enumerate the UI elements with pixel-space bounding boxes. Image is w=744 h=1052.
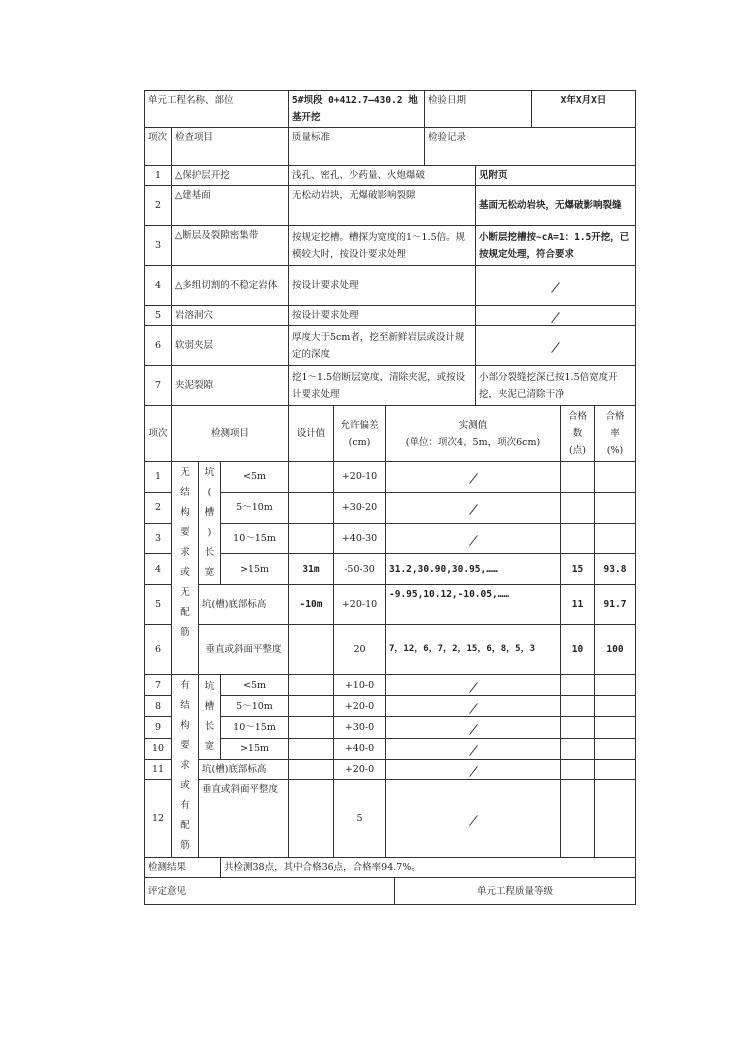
- m-row-no: 6: [145, 625, 172, 675]
- m-row-rate: 100: [595, 625, 636, 675]
- m-row-design: 31m: [289, 554, 334, 585]
- m-row-no: 11: [145, 759, 172, 779]
- row-standard: 按规定挖槽。槽探为宽度的1～1.5倍。规模较大时，按设计要求处理: [289, 226, 476, 266]
- m-row-no: 2: [145, 492, 172, 523]
- m-row-sub: >15m: [221, 738, 289, 759]
- inspect-date-label: 检验日期: [425, 91, 532, 128]
- allow-label: 允许偏差: [340, 419, 379, 431]
- row-no: 7: [145, 366, 172, 406]
- m-row-allow: +40-0: [334, 738, 386, 759]
- pit-size-label-a: 坑 ( 槽 ) 长 宽: [199, 462, 221, 585]
- m-row-actual: [386, 675, 561, 696]
- m-row-sub: 10～15m: [221, 523, 289, 554]
- m-row-design: [289, 696, 334, 717]
- group-a-label: 无 结 构 要 求 或 无 配 筋: [172, 462, 199, 675]
- row-no: 1: [145, 166, 172, 186]
- row-record: 基面无松动岩块，无爆破影响裂缝: [476, 186, 636, 226]
- quality-row: [145, 326, 636, 366]
- row-no: 5: [145, 306, 172, 326]
- m-row-pass: [561, 738, 595, 759]
- m-row-pass: 15: [561, 554, 595, 585]
- m-row-design: [289, 462, 334, 493]
- m-row-pass: 11: [561, 585, 595, 625]
- m-row-pass: [561, 675, 595, 696]
- col-no: 项次: [145, 128, 172, 166]
- measure-row: [145, 759, 636, 779]
- m-row-no: 10: [145, 738, 172, 759]
- m-row-actual: [386, 523, 561, 554]
- m-row-actual: [386, 717, 561, 738]
- not-applicable-slash: [469, 724, 478, 735]
- m-row-design: [289, 717, 334, 738]
- col-record: 检验记录: [425, 128, 636, 166]
- measure-row: [145, 780, 636, 858]
- m-row-sub: 5～10m: [221, 696, 289, 717]
- m-row-rate: [595, 717, 636, 738]
- not-applicable-slash: [469, 682, 478, 693]
- m-row-actual: [386, 738, 561, 759]
- m-row-actual: 31.2,30.90,30.95,……: [386, 554, 561, 585]
- not-applicable-slash: [551, 312, 560, 323]
- m-col-item: 检测项目: [172, 406, 289, 462]
- unit-name-label: 单元工程名称、部位: [145, 91, 289, 128]
- allow-unit: (cm): [348, 436, 371, 448]
- grade-label: 单元工程质量等级: [395, 878, 636, 905]
- opinion-label: 评定意见: [145, 878, 395, 905]
- row-item: 夹泥裂隙: [172, 366, 289, 406]
- row-standard: 浅孔、密孔、少药量、火炮爆破: [289, 166, 476, 186]
- m-row-no: 9: [145, 717, 172, 738]
- rate-label-3: (%): [606, 445, 624, 456]
- measure-table: [144, 405, 636, 858]
- footer-table: [144, 857, 636, 905]
- m-row-actual: [386, 492, 561, 523]
- m-row-design: [289, 738, 334, 759]
- row-standard: 按设计要求处理: [289, 266, 476, 306]
- row-item: △断层及裂隙密集带: [172, 226, 289, 266]
- m-row-allow: +40-30: [334, 523, 386, 554]
- row-no: 6: [145, 326, 172, 366]
- not-applicable-slash: [469, 473, 478, 484]
- m-row-allow: +30-0: [334, 717, 386, 738]
- pass-label-3: (点): [569, 445, 586, 456]
- m-row-actual: 7，12，6，7，2，15，6，8，5，3: [386, 625, 561, 675]
- m-row-design: [289, 759, 334, 779]
- quality-row: [145, 226, 636, 266]
- m-row-no: 5: [145, 585, 172, 625]
- row-record: 小部分裂缝挖深已按1.5倍宽度开挖，夹泥已清除干净: [476, 366, 636, 406]
- m-row-pass: [561, 780, 595, 858]
- rate-label-2: 率: [610, 428, 620, 439]
- m-row-rate: [595, 675, 636, 696]
- col-standard: 质量标准: [289, 128, 425, 166]
- m-row-actual: [386, 759, 561, 779]
- m-row-rate: [595, 462, 636, 493]
- m-row-no: 3: [145, 523, 172, 554]
- m-row-no: 1: [145, 462, 172, 493]
- row-standard: 无松动岩块，无爆破影响裂隙: [289, 186, 476, 226]
- quality-row: [145, 266, 636, 306]
- measure-row: [145, 462, 636, 493]
- m-row-allow: +30-20: [334, 492, 386, 523]
- m-row-sub: 坑(槽)底部标高: [199, 585, 289, 625]
- inspection-form: [144, 90, 635, 905]
- m-row-rate: [595, 696, 636, 717]
- m-row-sub: <5m: [221, 462, 289, 493]
- m-row-allow: +20-10: [334, 462, 386, 493]
- row-record: [476, 266, 636, 306]
- row-record: [476, 326, 636, 366]
- quality-table: [144, 90, 636, 406]
- m-row-pass: [561, 462, 595, 493]
- m-row-sub: >15m: [221, 554, 289, 585]
- pit-size-label-b: 坑 槽 长 宽: [199, 675, 221, 760]
- m-row-allow: 5: [334, 780, 386, 858]
- not-applicable-slash: [469, 815, 478, 826]
- m-row-rate: 91.7: [595, 585, 636, 625]
- m-row-rate: [595, 738, 636, 759]
- m-row-allow: +10-0: [334, 675, 386, 696]
- m-row-pass: [561, 523, 595, 554]
- quality-row: [145, 306, 636, 326]
- m-row-design: [289, 523, 334, 554]
- m-row-allow: +20-0: [334, 759, 386, 779]
- row-item: △保护层开挖: [172, 166, 289, 186]
- actual-unit: (单位：项次4、5m，项次6cm): [405, 436, 541, 448]
- row-record: 见附页: [476, 166, 636, 186]
- col-item: 检查项目: [172, 128, 289, 166]
- not-applicable-slash: [469, 766, 478, 777]
- m-row-sub: 5～10m: [221, 492, 289, 523]
- row-item: △多组切割的不稳定岩体: [172, 266, 289, 306]
- quality-row: [145, 186, 636, 226]
- result-value: 共检测38点，其中合格36点，合格率94.7%。: [221, 858, 636, 878]
- m-row-rate: [595, 523, 636, 554]
- rate-label-1: 合格: [605, 411, 625, 422]
- m-row-sub: 垂直或斜面平整度: [199, 780, 289, 858]
- m-row-sub: <5m: [221, 675, 289, 696]
- row-no: 3: [145, 226, 172, 266]
- row-standard: 挖1～1.5倍断层宽度，清除夹泥，或按设计要求处理: [289, 366, 476, 406]
- m-row-actual: [386, 696, 561, 717]
- m-row-design: [289, 675, 334, 696]
- row-no: 2: [145, 186, 172, 226]
- m-row-allow: -50-30: [334, 554, 386, 585]
- m-row-rate: [595, 492, 636, 523]
- row-item: 岩溶洞穴: [172, 306, 289, 326]
- pass-label-2: 数: [572, 428, 583, 439]
- m-row-no: 7: [145, 675, 172, 696]
- row-standard: 按设计要求处理: [289, 306, 476, 326]
- row-standard: 厚度大于5cm者，挖至新鲜岩层或设计规定的深度: [289, 326, 476, 366]
- measure-row: [145, 585, 636, 625]
- row-record: 小断层挖槽按~cA=1：1.5开挖，已按规定处理，符合要求: [476, 226, 636, 266]
- measure-row: [145, 625, 636, 675]
- m-row-rate: [595, 759, 636, 779]
- m-row-pass: [561, 759, 595, 779]
- m-row-design: [289, 492, 334, 523]
- m-row-pass: [561, 717, 595, 738]
- m-col-pass: [561, 406, 595, 462]
- m-row-pass: [561, 696, 595, 717]
- m-row-design: [289, 780, 334, 858]
- not-applicable-slash: [469, 504, 478, 515]
- m-col-design: 设计值: [289, 406, 334, 462]
- row-record: [476, 306, 636, 326]
- m-row-sub: 10～15m: [221, 717, 289, 738]
- not-applicable-slash: [551, 282, 560, 293]
- row-item: 软弱夹层: [172, 326, 289, 366]
- pass-label-1: 合格: [567, 411, 587, 422]
- m-row-sub: 垂直或斜面平整度: [199, 625, 289, 675]
- m-row-no: 4: [145, 554, 172, 585]
- m-row-actual: [386, 780, 561, 858]
- actual-label: 实测值: [458, 419, 488, 431]
- row-item: △建基面: [172, 186, 289, 226]
- inspect-date-value: X年X月X日: [532, 91, 636, 128]
- m-col-allow: [334, 406, 386, 462]
- quality-row: [145, 166, 636, 186]
- m-row-design: [289, 625, 334, 675]
- row-no: 4: [145, 266, 172, 306]
- unit-name-value: 5#坝段 0+412.7—430.2 地基开挖: [289, 91, 425, 128]
- m-row-allow: +20-10: [334, 585, 386, 625]
- measure-row: [145, 675, 636, 696]
- m-row-rate: 93.8: [595, 554, 636, 585]
- m-row-sub: 坑(槽)底部标高: [199, 759, 289, 779]
- m-row-actual: [386, 462, 561, 493]
- not-applicable-slash: [469, 703, 478, 714]
- not-applicable-slash: [469, 535, 478, 546]
- m-row-actual: -9.95,10.12,-10.05,……: [386, 585, 561, 625]
- m-col-no: 项次: [145, 406, 172, 462]
- group-b-label: 有 结 构 要 求 或 有 配 筋: [172, 675, 199, 858]
- quality-row: [145, 366, 636, 406]
- m-col-actual: [386, 406, 561, 462]
- result-label: 检测结果: [145, 858, 221, 878]
- m-row-rate: [595, 780, 636, 858]
- m-col-rate: [595, 406, 636, 462]
- m-row-design: -10m: [289, 585, 334, 625]
- m-row-no: 8: [145, 696, 172, 717]
- m-row-allow: 20: [334, 625, 386, 675]
- m-row-pass: 10: [561, 625, 595, 675]
- not-applicable-slash: [469, 745, 478, 756]
- m-row-allow: +20-0: [334, 696, 386, 717]
- m-row-pass: [561, 492, 595, 523]
- not-applicable-slash: [551, 342, 560, 353]
- m-row-no: 12: [145, 780, 172, 858]
